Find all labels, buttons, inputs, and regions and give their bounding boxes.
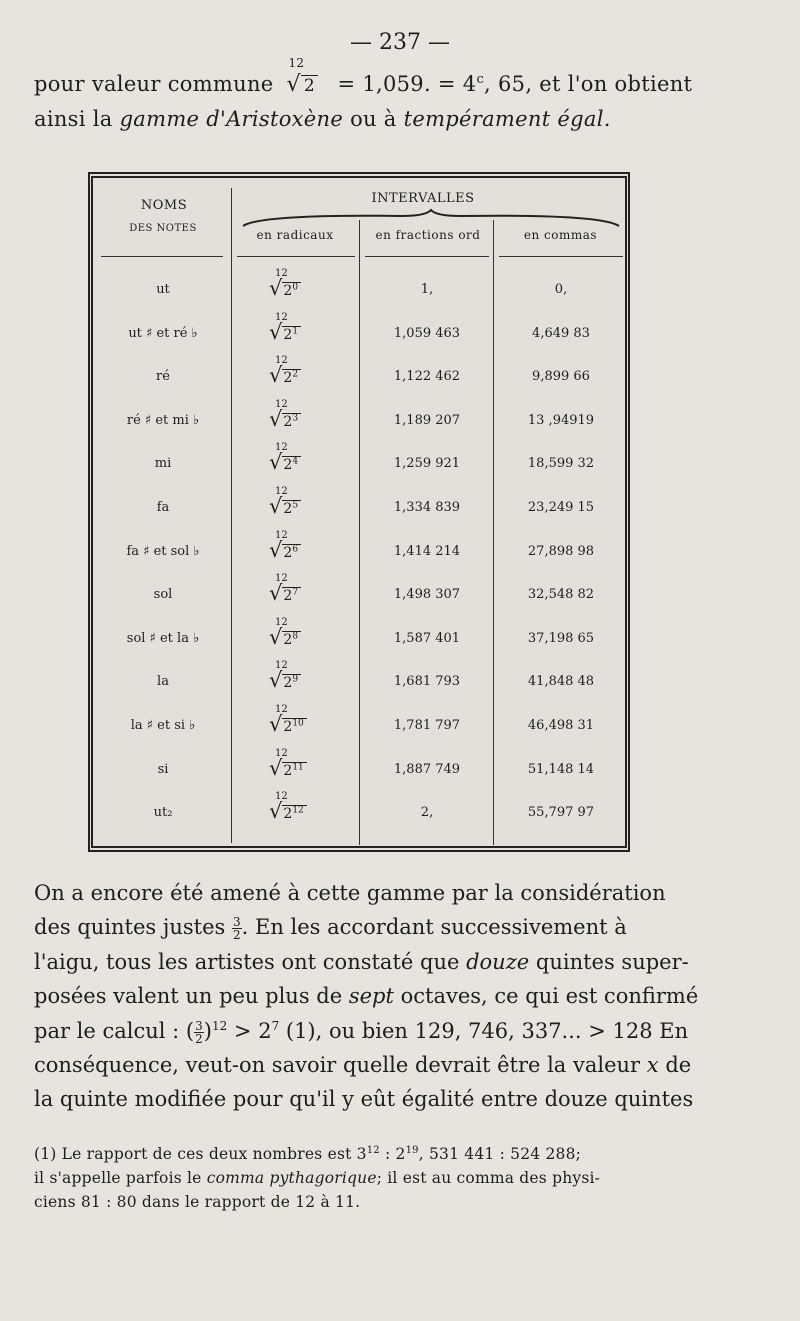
radical-index: 12 bbox=[275, 398, 288, 410]
radical-cell bbox=[269, 573, 301, 606]
radical-base: $2^5$ bbox=[282, 500, 301, 517]
radical-sign-icon: √ bbox=[269, 624, 283, 649]
radical-base: $2^{12}$ bbox=[282, 805, 306, 822]
para-l2-a: des quintes justes bbox=[34, 915, 226, 939]
para-l2-b: . En les accordant successivement à bbox=[241, 915, 627, 939]
note-name: si bbox=[157, 761, 169, 777]
header-underline-2 bbox=[237, 256, 355, 257]
col-divider-3 bbox=[493, 220, 494, 845]
para-l3-c: quintes super- bbox=[535, 950, 689, 974]
radical-exponent: 6 bbox=[292, 543, 299, 554]
radical-sign-icon: √ bbox=[269, 712, 283, 736]
fraction-value: 1,587 401 bbox=[393, 630, 461, 646]
radical-exponent: 10 bbox=[292, 718, 304, 729]
header-underline-4 bbox=[499, 256, 623, 257]
radical-cell bbox=[269, 747, 307, 780]
radical-sign-icon: √ bbox=[269, 755, 283, 780]
radical-cell bbox=[269, 791, 307, 824]
para-line-7: la quinte modifiée pour qu'il y eût égalité entre douze quintes bbox=[34, 1087, 694, 1111]
para-l6-a: conséquence, veut-on savoir quelle devrait être la valeur bbox=[34, 1053, 641, 1077]
commas-value: 46,498 31 bbox=[527, 718, 595, 733]
radical-index: 12 bbox=[275, 660, 288, 672]
radical-sign-icon: √ bbox=[269, 537, 283, 562]
commas-value: 13 ,94919 bbox=[527, 412, 595, 428]
para-l5-c: (1), ou bien 129, 746, 337... > 128 En bbox=[279, 1019, 689, 1043]
para-l5-exp1: 12 bbox=[211, 1019, 228, 1033]
commas-value: 23,249 15 bbox=[527, 500, 595, 515]
col-divider-2 bbox=[359, 220, 360, 845]
radical-exponent: 1 bbox=[292, 325, 299, 336]
fn-l2-c: ; il est au comma des physi- bbox=[376, 1169, 601, 1187]
intro-l2-b: gamme d'Aristoxène bbox=[119, 107, 344, 131]
para-line-5: par le calcul : ( $\frac{3}{2}$ )$^{12} > 2^7$ (1), ou bien 129, 746, 337... > 128 En bbox=[34, 1019, 689, 1046]
intro-l2-d: tempérament égal. bbox=[403, 107, 611, 131]
radical-cell bbox=[269, 268, 301, 300]
radical-cell bbox=[269, 311, 301, 344]
frac-num: 3 bbox=[233, 915, 241, 929]
radical-cell bbox=[269, 442, 301, 475]
commas-value: 27,898 98 bbox=[527, 543, 595, 559]
fn-l1-a: (1) Le rapport de ces deux nombres est 3 bbox=[34, 1145, 367, 1164]
para-line-3 bbox=[34, 950, 689, 974]
note-name: ut bbox=[156, 282, 170, 297]
para-l6-x: x bbox=[646, 1053, 659, 1077]
radical-sign-icon: √ bbox=[269, 363, 283, 388]
fraction-value: 1,414 214 bbox=[393, 543, 461, 559]
commas-value: 37,198 65 bbox=[527, 630, 595, 646]
fraction-value: 1,887 749 bbox=[393, 761, 461, 777]
note-name: ut ♯ et ré ♭ bbox=[128, 325, 198, 341]
radical-exponent: 4 bbox=[292, 456, 299, 467]
radical-exponent: 3 bbox=[292, 413, 299, 424]
fraction-value: 1,122 462 bbox=[393, 369, 461, 385]
radical-index: 12 bbox=[275, 529, 288, 541]
intro-l2-c: ou à bbox=[350, 107, 397, 131]
radical-index: 12 bbox=[275, 442, 288, 454]
radical-exponent: 8 bbox=[292, 631, 299, 642]
radical-exponent: 2 bbox=[292, 369, 299, 380]
intro-l2-a: ainsi la bbox=[34, 107, 113, 131]
intro-root: 12 √ 2 bbox=[286, 72, 330, 97]
note-name: la bbox=[157, 674, 169, 690]
fraction-value: 1,781 797 bbox=[393, 718, 461, 733]
commas-value: 4,649 83 bbox=[532, 325, 590, 341]
commas-value: 18,599 32 bbox=[527, 456, 595, 472]
radical-sign-icon: √ bbox=[269, 581, 283, 606]
para-line-1: On a encore été amené à cette gamme par la considération bbox=[34, 881, 666, 905]
header-radicals: en radicaux bbox=[256, 228, 334, 242]
radical-base: $2^2$ bbox=[282, 369, 301, 386]
intro-root-index: 12 bbox=[288, 56, 305, 70]
para-line-4 bbox=[34, 984, 698, 1008]
intro-sup: c bbox=[476, 72, 485, 87]
intro-root-radicand: 2 bbox=[301, 75, 318, 96]
header-names-1: NOMS bbox=[140, 198, 188, 213]
radical-base: $2^0$ bbox=[282, 282, 301, 299]
fraction-value: 1,189 207 bbox=[393, 412, 461, 428]
radical-base: $2^{11}$ bbox=[282, 762, 306, 779]
intro-text-a: pour valeur commune bbox=[34, 72, 274, 96]
radical-cell bbox=[269, 660, 301, 693]
fraction-value: 1,259 921 bbox=[393, 456, 461, 472]
fraction-value: 1,334 839 bbox=[393, 500, 461, 515]
radical-base: $2^7$ bbox=[282, 587, 301, 604]
radical-index: 12 bbox=[275, 791, 288, 803]
radical-sign-icon: √ bbox=[269, 668, 283, 693]
fn-l1-e2: 19 bbox=[405, 1145, 419, 1156]
radical-sign-icon: √ bbox=[269, 494, 283, 518]
commas-value: 41,848 48 bbox=[527, 674, 595, 690]
radical-base: $2^3$ bbox=[282, 413, 301, 430]
radical-base: $2^6$ bbox=[282, 544, 301, 561]
radical-sign-icon: √ bbox=[269, 276, 283, 300]
header-intervals: INTERVALLES bbox=[371, 191, 475, 206]
para-l4-c: octaves, ce qui est confirmé bbox=[400, 984, 699, 1008]
radical-index: 12 bbox=[275, 355, 288, 367]
radical-index: 12 bbox=[275, 573, 288, 585]
commas-value: 32,548 82 bbox=[527, 587, 595, 603]
intro-text-d: , 65, et l'on obtient bbox=[484, 72, 693, 96]
radical-index: 12 bbox=[275, 704, 288, 715]
intervals-table bbox=[88, 172, 630, 852]
radical-index: 12 bbox=[275, 616, 288, 628]
header-fractions: en fractions ord bbox=[375, 228, 481, 242]
note-name: ré ♯ et mi ♭ bbox=[126, 412, 200, 428]
radical-base: $2^9$ bbox=[282, 674, 301, 691]
footnote-line-1 bbox=[34, 1145, 581, 1163]
radical-cell bbox=[269, 704, 307, 736]
footnote-line-3: ciens 81 : 80 dans le rapport de 12 à 11. bbox=[34, 1193, 361, 1211]
radical-cell bbox=[269, 398, 301, 431]
para-l3-a: l'aigu, tous les artistes ont constaté que bbox=[34, 950, 460, 974]
para-l4-b: sept bbox=[348, 984, 394, 1008]
radical-sign-icon: √ bbox=[269, 319, 283, 344]
radical-exponent: 0 bbox=[292, 282, 299, 293]
radical-exponent: 11 bbox=[292, 761, 304, 772]
para-l3-b: douze bbox=[466, 950, 530, 974]
radical-exponent: 7 bbox=[292, 587, 299, 598]
commas-value: 9,899 66 bbox=[532, 369, 590, 385]
radical-sign-icon: √ bbox=[269, 406, 283, 431]
fn-l1-b: : 2 bbox=[379, 1145, 406, 1164]
frac2-num: 3 bbox=[195, 1019, 203, 1033]
para-l4-a: posées valent un peu plus de bbox=[34, 984, 343, 1008]
note-name: sol bbox=[153, 587, 173, 603]
fn-l1-c: , 531 441 : 524 288; bbox=[418, 1145, 582, 1164]
para-l5-exp2: 7 bbox=[271, 1019, 280, 1033]
commas-value: 55,797 97 bbox=[527, 805, 595, 821]
note-name: sol ♯ et la ♭ bbox=[126, 630, 200, 646]
radical-index: 12 bbox=[275, 486, 288, 497]
note-name: fa bbox=[156, 500, 170, 515]
radical-base: $2^{10}$ bbox=[282, 718, 306, 735]
header-underline-3 bbox=[365, 256, 489, 257]
para-l6-b: de bbox=[665, 1053, 692, 1077]
fraction-three-halves bbox=[232, 916, 242, 941]
header-names-2: DES NOTES bbox=[129, 223, 197, 234]
radical-base: $2^4$ bbox=[282, 456, 301, 473]
fraction-value: 2, bbox=[420, 805, 434, 821]
radical-base: $2^8$ bbox=[282, 631, 301, 648]
header-underline-1 bbox=[101, 256, 223, 257]
fraction-value: 1, bbox=[420, 282, 434, 297]
fn-l1-e1: 12 bbox=[366, 1145, 380, 1156]
para-line-2 bbox=[34, 915, 627, 941]
radical-cell bbox=[269, 486, 301, 518]
radical-exponent: 9 bbox=[292, 674, 299, 685]
frac-den: 2 bbox=[233, 928, 241, 942]
radical-exponent: 5 bbox=[292, 500, 299, 511]
fraction-value: 1,498 307 bbox=[393, 587, 461, 603]
commas-value: 0, bbox=[554, 282, 568, 297]
radical-base: $2^1$ bbox=[282, 326, 301, 343]
radical-sign-icon: √ bbox=[269, 450, 283, 475]
header-commas: en commas bbox=[523, 228, 598, 242]
radical-index: 12 bbox=[275, 268, 288, 279]
note-name: mi bbox=[154, 456, 172, 472]
para-l5-b: > 2 bbox=[227, 1019, 272, 1043]
radical-exponent: 12 bbox=[292, 805, 304, 816]
para-l5-a: par le calcul : ( bbox=[34, 1019, 195, 1043]
radical-index: 12 bbox=[275, 747, 288, 759]
fraction-three-halves-2 bbox=[194, 1020, 204, 1045]
intro-text-b: = 1,059. = 4 bbox=[337, 72, 477, 96]
note-name: ré bbox=[156, 369, 170, 385]
note-name: fa ♯ et sol ♭ bbox=[126, 543, 200, 559]
radical-sign-icon: √ bbox=[269, 799, 283, 824]
fn-l2-a: il s'appelle parfois le bbox=[34, 1169, 202, 1187]
commas-value: 51,148 14 bbox=[527, 761, 595, 777]
intro-line-1 bbox=[34, 56, 693, 97]
fn-l2-b: comma pythagorique bbox=[206, 1169, 377, 1187]
fraction-value: 1,681 793 bbox=[393, 674, 461, 690]
note-name: la ♯ et si ♭ bbox=[130, 718, 196, 733]
col-divider-1 bbox=[231, 188, 232, 843]
footnote-line-2 bbox=[34, 1169, 600, 1187]
radical-cell bbox=[269, 355, 301, 388]
radical-cell bbox=[269, 616, 301, 649]
intro-line-2 bbox=[34, 107, 611, 131]
radical-index: 12 bbox=[275, 311, 288, 323]
page-number: — 237 — bbox=[350, 30, 450, 55]
header-brace bbox=[241, 208, 621, 228]
radical-cell bbox=[269, 529, 301, 562]
para-line-6 bbox=[34, 1053, 691, 1077]
note-name: ut₂ bbox=[153, 805, 173, 821]
frac2-den: 2 bbox=[195, 1032, 203, 1046]
fraction-value: 1,059 463 bbox=[393, 325, 461, 341]
